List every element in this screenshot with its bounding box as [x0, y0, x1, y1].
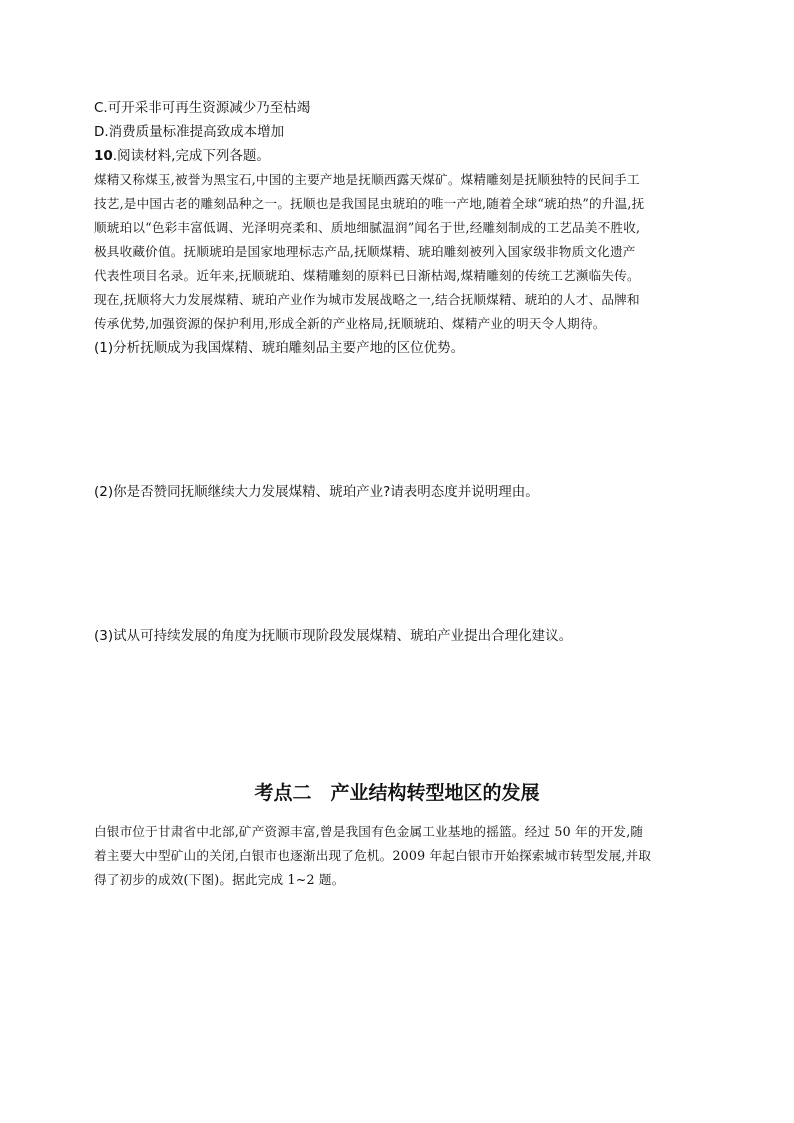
- option-d: D.消费质量标准提高致成本增加: [94, 124, 285, 140]
- sub-question-1: (1)分析抚顺成为我国煤精、琥珀雕刻品主要产地的区位优势。: [94, 340, 465, 356]
- section-intro-line: 着主要大中型矿山的关闭,白银市也逐渐出现了危机。2009 年起白银市开始探索城市转型发展,并取: [94, 848, 652, 863]
- material-line: 技艺,是中国古老的雕刻品种之一。抚顺也是我国昆虫琥珀的唯一产地,随着全球“琥珀热”的升温,抚: [94, 196, 645, 211]
- option-c: C.可开采非可再生资源减少乃至枯竭: [94, 100, 311, 116]
- sub-question-3: (3)试从可持续发展的角度为抚顺市现阶段发展煤精、琥珀产业提出合理化建议。: [94, 628, 573, 644]
- section-intro-line: 得了初步的成效(下图)。据此完成 1~2 题。: [94, 872, 345, 887]
- material-line: 传承优势,加强资源的保护利用,形成全新的产业格局,抚顺琥珀、煤精产业的明天令人期待。: [94, 316, 606, 331]
- section-title: 考点二 产业结构转型地区的发展: [254, 782, 540, 804]
- section-intro-line: 白银市位于甘肃省中北部,矿产资源丰富,曾是我国有色金属工业基地的摇篮。经过 50 年的开发,随: [94, 824, 644, 839]
- material-line: 顺琥珀以“色彩丰富低调、光泽明亮柔和、质地细腻温润”闻名于世,经雕刻制成的工艺品美不胜收,: [94, 220, 641, 235]
- material-line: 煤精又称煤玉,被誉为黑宝石,中国的主要产地是抚顺西露天煤矿。煤精雕刻是抚顺独特的民间手工: [94, 172, 640, 187]
- question-prompt: .阅读材料,完成下列各题。: [112, 148, 270, 164]
- question-number: 10: [94, 148, 113, 164]
- material-line: 现在,抚顺将大力发展煤精、琥珀产业作为城市发展战略之一,结合抚顺煤精、琥珀的人才、品牌和: [94, 292, 640, 307]
- material-line: 代表性项目名录。近年来,抚顺琥珀、煤精雕刻的原料已日渐枯竭,煤精雕刻的传统工艺濒临失传。: [94, 268, 640, 283]
- sub-question-2: (2)你是否赞同抚顺继续大力发展煤精、琥珀产业?请表明态度并说明理由。: [94, 484, 539, 500]
- material-line: 极具收藏价值。抚顺琥珀是国家地理标志产品,抚顺煤精、琥珀雕刻被列入国家级非物质文化遗产: [94, 244, 636, 259]
- question-10-heading: [94, 146, 270, 166]
